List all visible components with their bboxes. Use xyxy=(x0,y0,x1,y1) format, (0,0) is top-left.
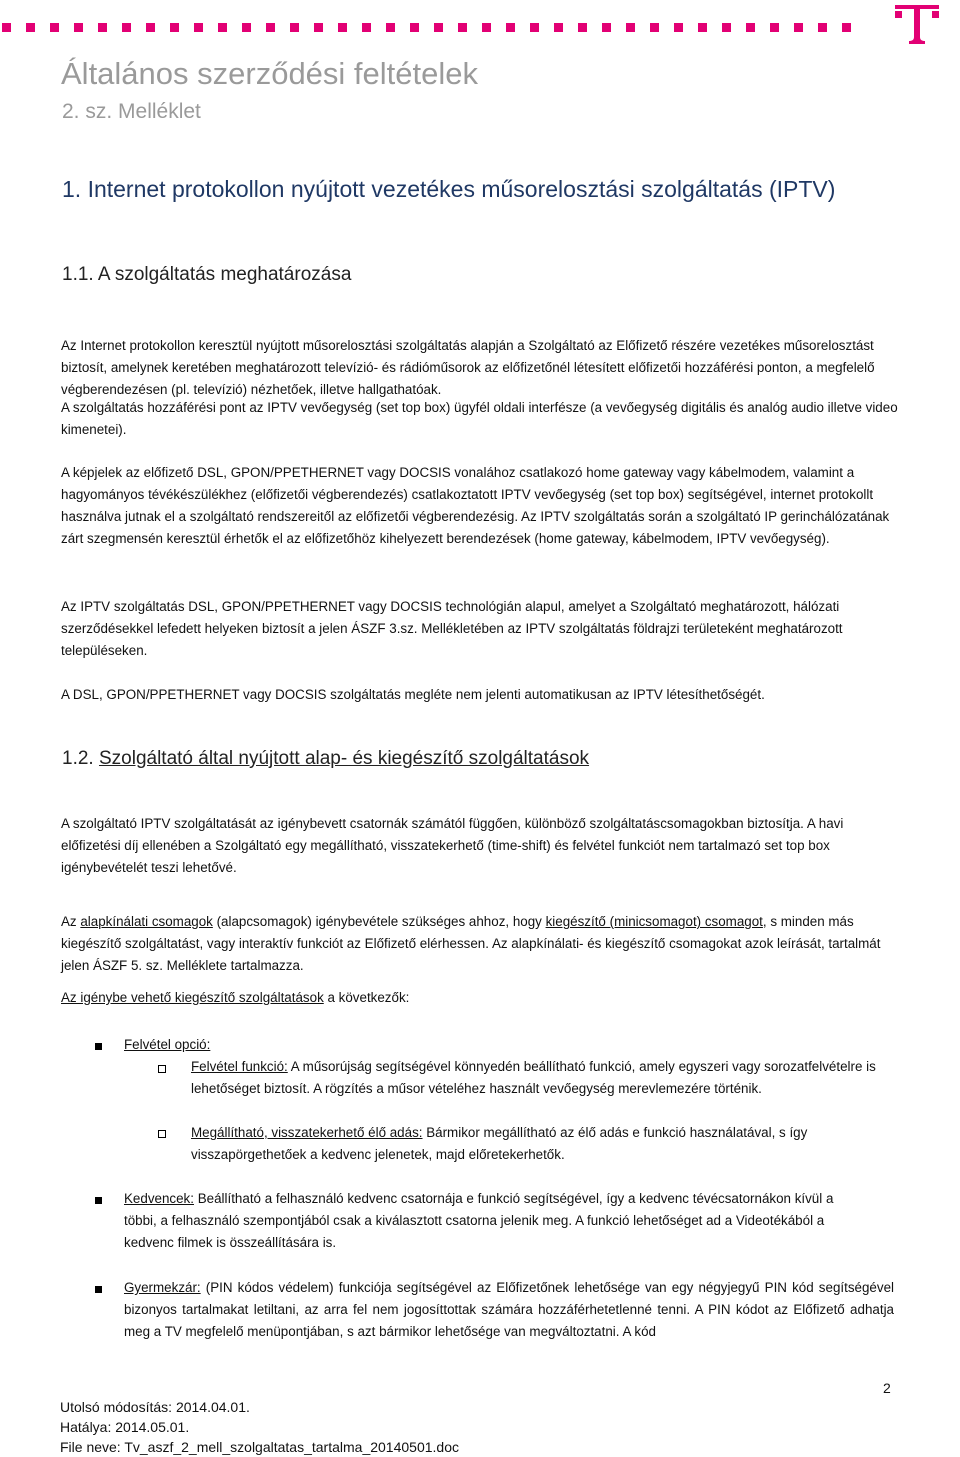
brand-dot-bar xyxy=(2,19,882,33)
footer-filename: File neve: Tv_aszf_2_mell_szolgaltatas_tartalma_20140501.doc xyxy=(60,1439,459,1455)
brand-dot xyxy=(482,23,491,32)
bullet-recording-option xyxy=(124,1034,210,1056)
bullet-favourites-label: Kedvencek: xyxy=(124,1191,194,1206)
brand-dot xyxy=(98,23,107,32)
bullet-parental-lock xyxy=(124,1277,894,1343)
sub-bullet-recording-function xyxy=(191,1056,901,1100)
footer-effective: Hatálya: 2014.05.01. xyxy=(60,1419,190,1435)
section-heading: 1. Internet protokollon nyújtott vezetékes műsorelosztási szolgáltatás (IPTV) xyxy=(62,176,836,202)
brand-dot xyxy=(818,23,827,32)
p7-supplementary-term: kiegészítő (minicsomagot) csomagot xyxy=(545,914,763,929)
subsection-heading-1-2 xyxy=(62,748,589,770)
brand-dot xyxy=(554,23,563,32)
brand-dot xyxy=(194,23,203,32)
brand-dot xyxy=(26,23,35,32)
subsection-heading-1-1: 1.1. A szolgáltatás meghatározása xyxy=(62,264,352,285)
p7-basic-packages-term: alapkínálati csomagok xyxy=(80,914,213,929)
brand-dot xyxy=(266,23,275,32)
brand-dot xyxy=(314,23,323,32)
brand-dot xyxy=(770,23,779,32)
brand-dot xyxy=(434,23,443,32)
brand-dot xyxy=(362,23,371,32)
brand-dot xyxy=(50,23,59,32)
brand-dot xyxy=(746,23,755,32)
sub-bullet-1-label: Felvétel funkció: xyxy=(191,1059,288,1074)
paragraph-basic-packages xyxy=(61,911,901,977)
bullet-parental-label: Gyermekzár: xyxy=(124,1280,201,1295)
telekom-t-logo-icon xyxy=(892,3,944,45)
bullet-square-icon xyxy=(95,1043,102,1050)
p7-text-a: Az xyxy=(61,914,81,929)
brand-dot xyxy=(698,23,707,32)
p8-text: a következők: xyxy=(323,990,410,1005)
brand-dot xyxy=(626,23,635,32)
sub-bullet-2-label: Megállítható, visszatekerhető élő adás: xyxy=(191,1125,423,1140)
paragraph-signal-path: A képjelek az előfizető DSL, GPON/PPETHERNET vagy DOCSIS vonalához csatlakozó home gateway vagy kábelmodem, valamint a hagyományos tévékészülékhez (előfizetői végberendezés) csatlakoztatott IPTV vevőegység (set top box) segítségével, internet protokollt használva jutnak el a szolgáltató rendszereitől az előfizetői végberendezésig. Az IPTV szolgáltatás során a szolgáltató IP gerinchálózatának zárt szegmensén keresztül érhetők el az előfizetőhöz kihelyezett berendezések (home gateway, kábelmodem, IPTV vevőegység). xyxy=(61,465,890,546)
bullet-favourites-text: Beállítható a felhasználó kedvenc csatornája e funkció segítségével, így a kedvenc tévécsatornákon kívül a többi, a felhasználó szempontjából csak a kiválasztott csatorna jelenik meg. A funkció lehetőséget ad a Videotékából a kedvenc filmek is összeállítására is. xyxy=(124,1191,834,1250)
brand-dot xyxy=(506,23,515,32)
bullet-recording-label: Felvétel opció: xyxy=(124,1037,211,1052)
p7-text-c: (alapcsomagok) igénybevétele szükséges ahhoz, hogy xyxy=(212,914,546,929)
sub-bullet-square-icon xyxy=(158,1130,166,1138)
brand-dot xyxy=(242,23,251,32)
brand-dot xyxy=(530,23,539,32)
p7-text-e: , s minden más kiegészítő szolgáltatást, vagy interaktív funkciót az Előfizető elérhessen. Az alapkínálati- és kiegészítő csomagokat azok leírását, tartalmát jelen ÁSZF 5. sz. Melléklete tartalmazza. xyxy=(61,914,881,973)
bullet-favourites xyxy=(124,1188,864,1254)
paragraph-supplementary-intro xyxy=(61,987,901,1009)
sub-bullet-timeshift xyxy=(191,1122,901,1166)
bullet-square-icon xyxy=(95,1286,102,1293)
brand-dot xyxy=(74,23,83,32)
subsection-title: Szolgáltató által nyújtott alap- és kiegészítő szolgáltatások xyxy=(98,748,590,769)
document-subtitle: 2. sz. Melléklet xyxy=(62,100,201,123)
brand-dot xyxy=(410,23,419,32)
p8-underlined: Az igénybe vehető kiegészítő szolgáltatások xyxy=(61,990,324,1005)
brand-dot xyxy=(290,23,299,32)
brand-dot xyxy=(218,23,227,32)
page-number: 2 xyxy=(883,1380,891,1396)
sub-bullet-1-text: A műsorújság segítségével könnyedén beállítható funkció, amely egyszeri vagy sorozatfelvételre is lehetőséget biztosít. A rögzítés a műsor vételéhez használt vevőegység merevlemezére történik. xyxy=(191,1059,876,1096)
footer-modified: Utolsó módosítás: 2014.04.01. xyxy=(60,1399,250,1415)
sub-bullet-square-icon xyxy=(158,1065,166,1073)
paragraph-packages: A szolgáltató IPTV szolgáltatását az igénybevett csatornák számától függően, különböző szolgáltatáscsomagokban biztosítja. A havi előfizetési díj ellenében a Szolgáltató egy megállítható, visszatekerhető (time-shift) és felvétel funkciót nem tartalmazó set top box igénybevételét teszi lehetővé. xyxy=(61,816,844,875)
subsection-number: 1.2. xyxy=(62,748,94,769)
bullet-square-icon xyxy=(95,1197,102,1204)
footer xyxy=(60,1397,459,1457)
brand-dot xyxy=(458,23,467,32)
paragraph-dsl-note: A DSL, GPON/PPETHERNET vagy DOCSIS szolgáltatás megléte nem jelenti automatikusan az IPTV létesíthetőségét. xyxy=(61,687,765,702)
brand-dot xyxy=(146,23,155,32)
bullet-parental-text: (PIN kódos védelem) funkciója segítségével az Előfizetőnek lehetősége van egy négyjegyű PIN kód segítségével bizonyos tartalmakat letiltani, az arra fel nem jogosíttottak számára hozzáférhetetlenné tenni. A PIN kódot az Előfizető adhatja meg a TV megfelelő menüpontjában, s azt bármikor lehetősége van megváltoztatni. A kód xyxy=(124,1280,894,1339)
brand-dot xyxy=(794,23,803,32)
brand-dot xyxy=(674,23,683,32)
brand-dot xyxy=(338,23,347,32)
brand-dot xyxy=(842,23,851,32)
paragraph-access-point: A szolgáltatás hozzáférési pont az IPTV vevőegység (set top box) ügyfél oldali interfésze (a vevőegység digitális és analóg audio illetve video kimenetei). xyxy=(61,400,898,437)
brand-dot xyxy=(122,23,131,32)
brand-dot xyxy=(602,23,611,32)
brand-dot xyxy=(2,23,11,32)
paragraph-technology: Az IPTV szolgáltatás DSL, GPON/PPETHERNET vagy DOCSIS technológián alapul, amelyet a Szolgáltató meghatározott, hálózati szerződésekkel lefedett helyeken biztosít a jelen ÁSZF 3.sz. Mellékletében az IPTV szolgáltatás földrajzi területeként meghatározott településeken. xyxy=(61,599,843,658)
brand-dot xyxy=(386,23,395,32)
brand-dot xyxy=(170,23,179,32)
sub-bullet-2-text: Bármikor megállítható az élő adás e funkció használatával, s így visszapörgethetőek a kedvenc jelenetek, majd előretekerhetők. xyxy=(191,1125,808,1162)
brand-dot xyxy=(578,23,587,32)
brand-dot xyxy=(722,23,731,32)
paragraph-definition: Az Internet protokollon keresztül nyújtott műsorelosztási szolgáltatás alapján a Szolgáltató az Előfizető részére vezetékes műsorelosztást biztosít, amelynek keretében meghatározott televízió- és rádióműsorok az előfizetőnél létesített előfizetői hozzáférési ponton, a megfelelő végberendezésen (pl. televízió) nézhetőek, illetve hallgathatóak. xyxy=(61,338,875,397)
document-title: Általános szerződési feltételek xyxy=(61,56,479,91)
brand-dot xyxy=(650,23,659,32)
